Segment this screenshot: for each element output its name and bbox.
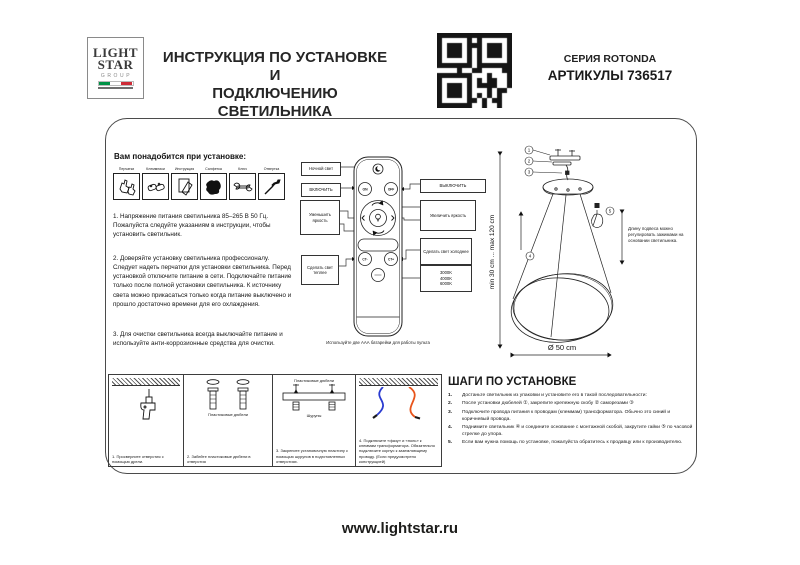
- callout-turn-off: ВЫКЛЮЧИТЬ: [420, 179, 486, 193]
- svg-text:OFF: OFF: [387, 187, 395, 192]
- light-button: [370, 210, 387, 227]
- svg-text:CT-: CT-: [362, 257, 368, 262]
- screwdriver-icon: [258, 173, 285, 200]
- instruction-icon: [171, 173, 198, 200]
- napkin-icon: [200, 173, 227, 200]
- svg-text:ON: ON: [362, 187, 368, 192]
- dowels-icon: [195, 378, 261, 412]
- callout-warmer: Сделать свет теплее: [301, 255, 339, 285]
- pictogram-plate: Пластиковые дюбели Шурупы 3. Закрепите установочную пластину с помощью шурупов в подготовленных отверстиях.: [273, 375, 356, 466]
- tool-wrench: Ключ: [229, 167, 256, 200]
- svg-text:5: 5: [608, 208, 612, 214]
- svg-text:3: 3: [527, 169, 531, 175]
- install-step: 4. Поднимите светильник ④ и соедините основание с монтажной скобой, закрутите гайки ⑤ по часовой стрелке до упора.: [448, 424, 693, 437]
- tool-screwdriver: Отвертка: [258, 167, 285, 200]
- install-step: 5. Если вам нужна помощь по установке, пожалуйста обратитесь к продавцу или к производителю.: [448, 440, 683, 446]
- svg-text:1: 1: [527, 147, 531, 153]
- install-step: 3. Подключите провода питания к проводам (клеммам) трансформатора. Обычно это синий и коричневый провода.: [448, 409, 671, 422]
- logo-group-text: GROUP: [100, 72, 133, 79]
- scene-button: [358, 239, 398, 251]
- callout-kelvin: 3000K 4000K 6000K: [420, 265, 472, 292]
- install-steps-section: [448, 376, 695, 447]
- website-url: www.lightstar.ru: [341, 520, 459, 537]
- qr-code: [437, 33, 512, 108]
- tool-instruction: Инструкция: [171, 167, 198, 200]
- article-number: АРТИКУЛЫ 736517: [547, 68, 673, 83]
- canopy: [543, 179, 593, 195]
- pictogram-drill: 1. Просверлите отверстия с помощью дрели.: [109, 375, 184, 466]
- lamp-diagram: [480, 138, 695, 370]
- pictogram-wires: 4. Подключите «фазу» и «ноль» к клеммам трансформатора. Обязательно подключите корпус к заземляющему проводу. (Если предусмотрено конструкцией): [356, 375, 441, 466]
- wire-connectors-icon: [142, 173, 169, 200]
- install-step: 2. После установки дюбелей ①, закрепите крепежную скобу ② саморезами ③: [448, 401, 634, 407]
- ceiling-hatch: [112, 378, 180, 386]
- suspension-length-note: Длину подвеса можно регулировать зажимами на основании светильника.: [628, 226, 684, 244]
- diameter-dimension: Ø 50 cm: [547, 343, 577, 352]
- lightstar-logo: LIGHT STAR GROUP: [87, 37, 144, 99]
- safety-paragraph-1: 1. Напряжение питания светильника 85–265 В 50 Гц. Пожалуйста следуйте указаниям в инструкции, чтобы установить светильник.: [113, 213, 271, 239]
- pictogram-dowels: Пластиковые дюбели 2. Забейте пластиковые дюбели в отверстия: [184, 375, 273, 466]
- battery-note: Используйте две ААА батарейки для работы пульта: [326, 340, 430, 345]
- install-step: 1. Достаньте светильник из упаковки и установите его в такой последовательности:: [448, 393, 647, 398]
- callout-colder: Сделать свет холоднее: [420, 238, 472, 265]
- tool-gloves: Перчатки: [113, 167, 140, 200]
- height-dimension: min 30 cm ... max 120 cm: [489, 214, 496, 290]
- tools-heading: Вам понадобится при установке:: [114, 152, 247, 161]
- safety-paragraph-3: 3. Для очистки светильника всегда выключайте питание и используйте анти-коррозионные средства для очистки.: [113, 331, 283, 348]
- safety-paragraph-2: 2. Доверяйте установку светильника профессионалу. Следует надеть перчатки для установки светильника. Перед установкой отключите питание в сети. Подключайте питание только после полной установки светильника. К источнику света можно прикасаться только когда питание выключено и прошло достаточно времени для его охлаждения.: [113, 255, 292, 308]
- install-steps-heading: ШАГИ ПО УСТАНОВКЕ: [448, 376, 577, 388]
- hand-icon: [592, 203, 603, 228]
- installation-pictograms: [108, 374, 442, 467]
- wires-icon: [363, 387, 435, 421]
- svg-text:4: 4: [528, 253, 532, 259]
- ring-lamp: [507, 268, 617, 348]
- italian-flag-icon: [98, 81, 134, 86]
- svg-text:CT+: CT+: [387, 257, 395, 262]
- tool-connectors: Клеммники: [142, 167, 169, 200]
- wrench-icon: [229, 173, 256, 200]
- series-label: СЕРИЯ ROTONDA: [563, 53, 657, 65]
- ceiling-hatch: [359, 378, 438, 386]
- drill-icon: [127, 387, 165, 425]
- callout-dim: Уменьшить яркость: [300, 200, 340, 235]
- tool-napkin: Салфетка: [200, 167, 227, 200]
- gloves-icon: [113, 173, 140, 200]
- svg-text:2: 2: [527, 158, 531, 164]
- mounting-plate-icon: [279, 383, 349, 413]
- tools-row: [113, 167, 285, 200]
- callout-brighten: Увеличить яркость: [420, 200, 476, 231]
- logo-text: LIGHT: [92, 44, 139, 60]
- page-title: ИНСТРУКЦИЯ ПО УСТАНОВКЕ И ПОДКЛЮЧЕНИЮ СВЕТИЛЬНИКА: [162, 49, 388, 120]
- callout-turn-on: ВКЛЮЧИТЬ: [301, 183, 341, 197]
- callout-night-light: Ночной свет: [301, 162, 341, 176]
